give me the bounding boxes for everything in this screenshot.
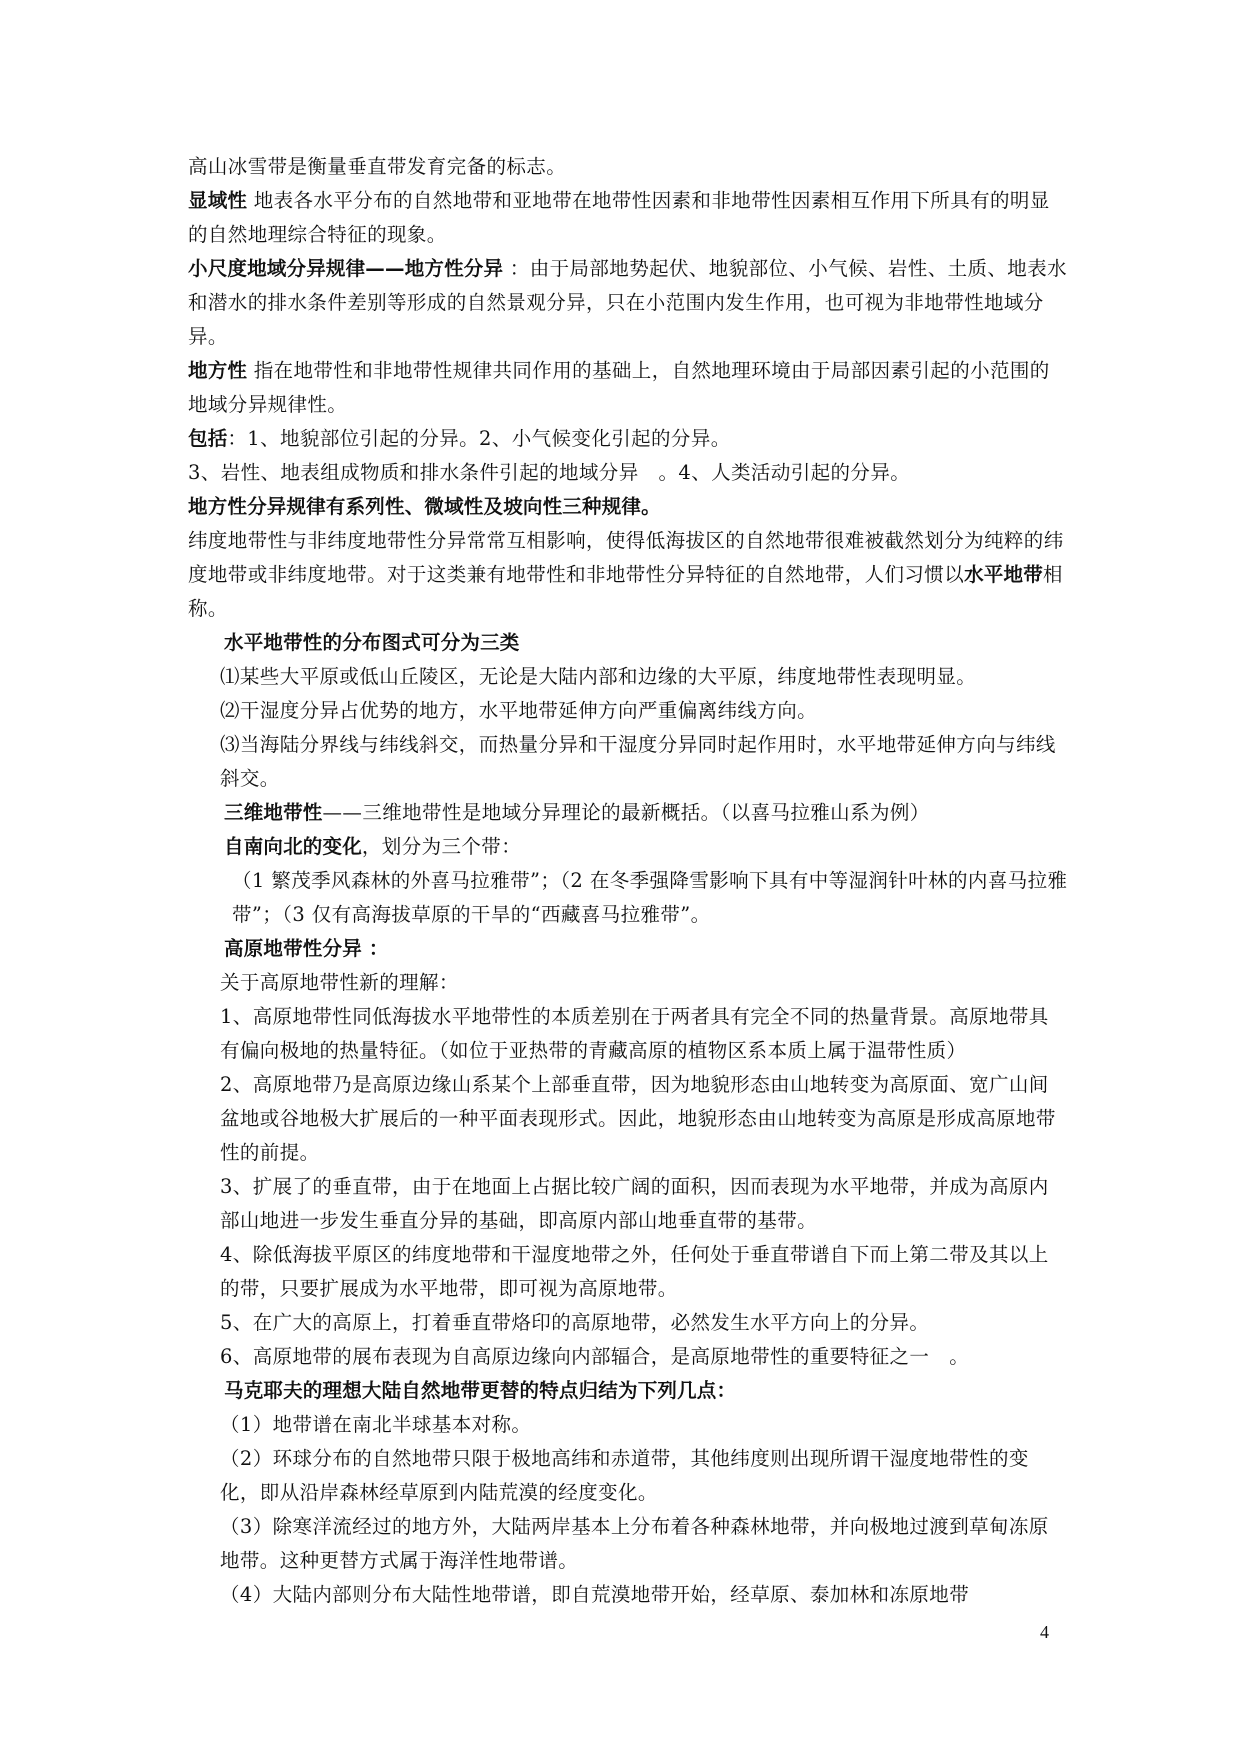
list-item — [188, 1510, 1068, 1578]
paragraph — [188, 966, 1068, 1000]
paragraph-text: ：1、地貌部位引起的分异。2、小气候变化引起的分异。 — [227, 427, 731, 450]
term: 显域性 — [188, 189, 248, 212]
list-item — [188, 1442, 1068, 1510]
term: 自南向北的变化 — [224, 835, 362, 858]
paragraph-text: ，划分为三个带： — [361, 835, 522, 858]
heading-text: 马克耶夫的理想大陆自然地带更替的特点归结为下列几点： — [224, 1379, 737, 1402]
heading-text: 水平地带性的分布图式可分为三类 — [224, 631, 520, 654]
heading-text: 高原地带性分异 ： — [224, 937, 389, 960]
definition-paragraph — [188, 354, 1068, 422]
list-item-text: （2）环球分布的自然地带只限于极地高纬和赤道带，其他纬度则出现所谓干湿度地带性的变化，即从沿岸森林经草原到内陆荒漠的经度变化。 — [220, 1447, 1029, 1504]
list-item — [188, 1340, 1068, 1374]
paragraph-text: ——三维地带性是地域分异理论的最新概括。（以喜马拉雅山系为例） — [322, 801, 930, 824]
paragraph — [188, 456, 1068, 490]
list-item-text: 6、高原地带的展布表现为自高原边缘向内部辐合，是高原地带性的重要特征之一 。 — [220, 1345, 970, 1368]
definition-paragraph — [188, 422, 1068, 456]
term: 包括 — [188, 427, 228, 450]
list-item — [188, 1000, 1068, 1068]
list-item-text: （4）大陆内部则分布大陆性地带谱，即自荒漠地带开始，经草原、泰加林和冻原地带 — [220, 1583, 970, 1606]
list-item — [188, 1238, 1068, 1306]
list-item-text: （1）地带谱在南北半球基本对称。 — [220, 1413, 532, 1436]
page-number: 4 — [1040, 1622, 1049, 1642]
list-item — [188, 1170, 1068, 1238]
paragraph — [188, 150, 1068, 184]
list-item-text: 2、高原地带乃是高原边缘山系某个上部垂直带，因为地貌形态由山地转变为高原面、宽广山间盆地或谷地极大扩展后的一种平面表现形式。因此，地貌形态由山地转变为高原是形成高原地带性的前提。 — [220, 1073, 1056, 1164]
paragraph-text: 指在地带性和非地带性规律共同作用的基础上，自然地理环境由于局部因素引起的小范围的地域分异规律性。 — [188, 359, 1050, 416]
paragraph-text: ：由于局部地势起伏、地貌部位、小气候、岩性、土质、地表水和潜水的排水条件差别等形成的自然景观分异，只在小范围内发生作用，也可视为非地带性地域分异。 — [188, 257, 1068, 348]
list-item — [188, 1068, 1068, 1170]
definition-paragraph — [188, 796, 1068, 830]
list-item-text: 4、除低海拔平原区的纬度地带和干湿度地带之外，任何处于垂直带谱自下而上第二带及其以上的带，只要扩展成为水平地带，即可视为高原地带。 — [220, 1243, 1049, 1300]
definition-paragraph — [188, 184, 1068, 252]
list-item-text: ⑶当海陆分界线与纬线斜交，而热量分异和干湿度分异同时起作用时，水平地带延伸方向与纬线斜交。 — [220, 733, 1056, 790]
list-item-text: 3、扩展了的垂直带，由于在地面上占据比较广阔的面积，因而表现为水平地带，并成为高原内部山地进一步发生垂直分异的基础，即高原内部山地垂直带的基带。 — [220, 1175, 1049, 1232]
paragraph — [188, 524, 1068, 626]
list-item — [188, 1306, 1068, 1340]
list-item-text: 1、高原地带性同低海拔水平地带性的本质差别在于两者具有完全不同的热量背景。高原地带具有偏向极地的热量特征。（如位于亚热带的青藏高原的植物区系本质上属于温带性质） — [220, 1005, 1049, 1062]
paragraph-text-end: 相称。 — [188, 563, 1063, 620]
list-item — [188, 1408, 1068, 1442]
list-item-text: （3）除寒洋流经过的地方外，大陆两岸基本上分布着各种森林地带，并向极地过渡到草甸冻原地带。这种更替方式属于海洋性地带谱。 — [220, 1515, 1049, 1572]
list-item — [188, 660, 1068, 694]
paragraph-text: （1 繁茂季风森林的外喜马拉雅带”；（2 在冬季强降雪影响下具有中等湿润针叶林的内喜马拉雅带”；（3 仅有高海拔草原的干旱的“西藏喜马拉雅带”。 — [232, 869, 1068, 926]
term: 地方性 — [188, 359, 248, 382]
term: 三维地带性 — [224, 801, 323, 824]
section-heading — [188, 932, 1068, 966]
list-item-text: ⑵干湿度分异占优势的地方，水平地带延伸方向严重偏离纬线方向。 — [220, 699, 818, 722]
section-heading — [188, 626, 1068, 660]
list-item — [188, 728, 1068, 796]
list-item — [188, 694, 1068, 728]
paragraph-text: 地表各水平分布的自然地带和亚地带在地带性因素和非地带性因素相互作用下所具有的明显的自然地理综合特征的现象。 — [188, 189, 1050, 246]
paragraph-text: 3、岩性、地表组成物质和排水条件引起的地域分异 。4、人类活动引起的分异。 — [188, 461, 911, 484]
bold-heading — [188, 490, 1068, 524]
list-item-text: ⑴某些大平原或低山丘陵区，无论是大陆内部和边缘的大平原，纬度地带性表现明显。 — [220, 665, 977, 688]
term: 小尺度地域分异规律——地方性分异 — [188, 257, 504, 280]
section-heading — [188, 1374, 1068, 1408]
paragraph — [188, 864, 1068, 932]
paragraph-text: 关于高原地带性新的理解： — [220, 971, 459, 994]
heading-text: 地方性分异规律有系列性、微域性及坡向性三种规律。 — [188, 495, 661, 518]
paragraph-text: 纬度地带性与非纬度地带性分异常常互相影响，使得低海拔区的自然地带很难被截然划分为纯粹的纬度地带或非纬度地带。对于这类兼有地带性和非地带性分异特征的自然地带，人们习惯以 — [188, 529, 1064, 586]
list-item — [188, 1578, 1068, 1612]
definition-paragraph — [188, 830, 1068, 864]
list-item-text: 5、在广大的高原上，打着垂直带烙印的高原地带，必然发生水平方向上的分异。 — [220, 1311, 930, 1334]
term: 水平地带 — [964, 563, 1043, 586]
paragraph-text: 高山冰雪带是衡量垂直带发育完备的标志。 — [188, 155, 567, 178]
page-body — [188, 150, 1068, 1612]
definition-paragraph — [188, 252, 1068, 354]
